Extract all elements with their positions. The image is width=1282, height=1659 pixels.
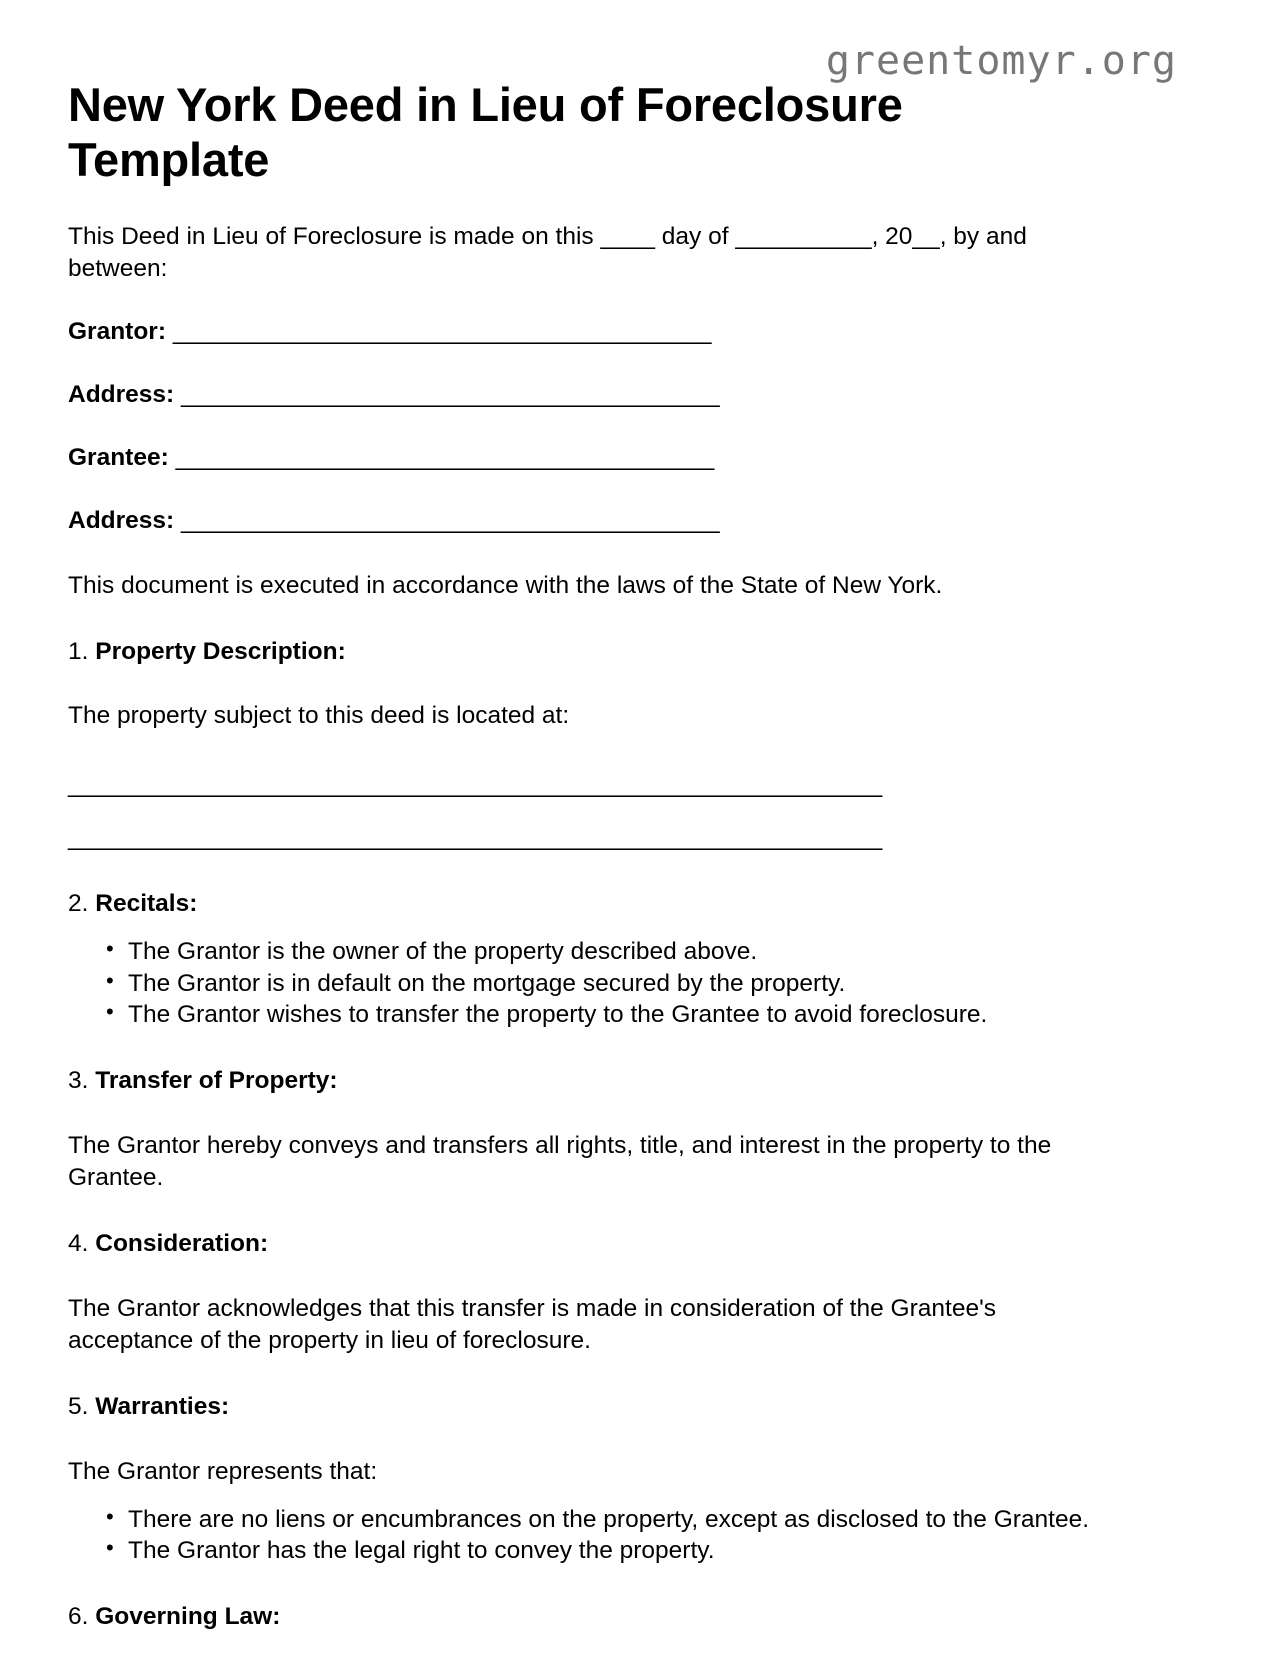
- section-title-1: Property Description:: [95, 637, 346, 665]
- list-item: • The Grantor is in default on the mortgage secured by the property.: [68, 968, 1128, 1000]
- field-grantee-address: [68, 474, 1172, 537]
- section-heading-governing-law: [68, 1567, 1172, 1633]
- property-description-body: The property subject to this deed is located at:: [68, 702, 570, 730]
- list-item: • The Grantor has the legal right to convey the property.: [68, 1535, 1128, 1567]
- transfer-of-property-body: The Grantor hereby conveys and transfers all rights, title, and interest in the property to the Grantee.: [68, 1131, 1052, 1191]
- section-number-4: 4.: [68, 1229, 89, 1257]
- list-item: • The Grantor wishes to transfer the property to the Grantee to avoid foreclosure.: [68, 999, 1128, 1031]
- list-item: • The Grantor is the owner of the property described above.: [68, 936, 1128, 968]
- section-number-2: 2.: [68, 890, 89, 918]
- consideration-body: The Grantor acknowledges that this transfer is made in consideration of the Grantee's acceptance of the property in lieu of foreclosure.: [68, 1294, 996, 1354]
- field-grantee-blank[interactable]: _________________________________________: [175, 443, 714, 471]
- field-grantee-address-blank[interactable]: _________________________________________: [181, 506, 720, 534]
- section-title-5: Warranties:: [95, 1392, 230, 1420]
- field-grantor-blank[interactable]: _________________________________________: [172, 318, 711, 346]
- section-heading-consideration: [68, 1194, 1172, 1260]
- property-blank-line-2[interactable]: ______________________________________________________________: [68, 824, 882, 852]
- warranties-list: [68, 1488, 1128, 1567]
- site-watermark: greentomyr.org: [825, 38, 1177, 84]
- section-title-3: Transfer of Property:: [95, 1066, 338, 1094]
- section-number-6: 6.: [68, 1603, 89, 1631]
- section-number-3: 3.: [68, 1066, 89, 1094]
- section-title-4: Consideration:: [95, 1229, 269, 1257]
- intro-paragraph: This Deed in Lieu of Foreclosure is made on this ____ day of __________, 20__, by and between:: [68, 222, 1027, 283]
- field-grantor-address-blank[interactable]: _________________________________________: [181, 381, 720, 408]
- section-heading-transfer-of-property: [68, 1031, 1172, 1097]
- section-number-5: 5.: [68, 1392, 89, 1420]
- section-heading-warranties: [68, 1357, 1172, 1423]
- governing-statement: This document is executed in accordance with the laws of the State of New York.: [68, 571, 943, 599]
- field-grantee: [68, 411, 1172, 474]
- warranties-body: The Grantor represents that:: [68, 1457, 378, 1485]
- section-number-1: 1.: [68, 637, 89, 665]
- section-heading-property-description: [68, 602, 1172, 668]
- field-grantee-address-label: Address:: [68, 506, 175, 534]
- list-item: • There are no liens or encumbrances on the property, except as disclosed to the Grantee.: [68, 1504, 1128, 1536]
- property-blank-line-1[interactable]: ______________________________________________________________: [68, 770, 882, 798]
- section-heading-recitals: [68, 854, 1172, 920]
- field-grantor-label: Grantor:: [68, 318, 166, 346]
- field-grantor-address: [68, 348, 1172, 411]
- field-grantee-label: Grantee:: [68, 443, 169, 471]
- page-title: New York Deed in Lieu of Foreclosure Template: [68, 78, 903, 186]
- field-grantor: [68, 285, 1172, 348]
- section-title-2: Recitals:: [95, 890, 198, 918]
- recitals-list: [68, 920, 1128, 1031]
- section-title-6: Governing Law:: [95, 1603, 281, 1631]
- field-grantor-address-label: Address:: [68, 381, 175, 408]
